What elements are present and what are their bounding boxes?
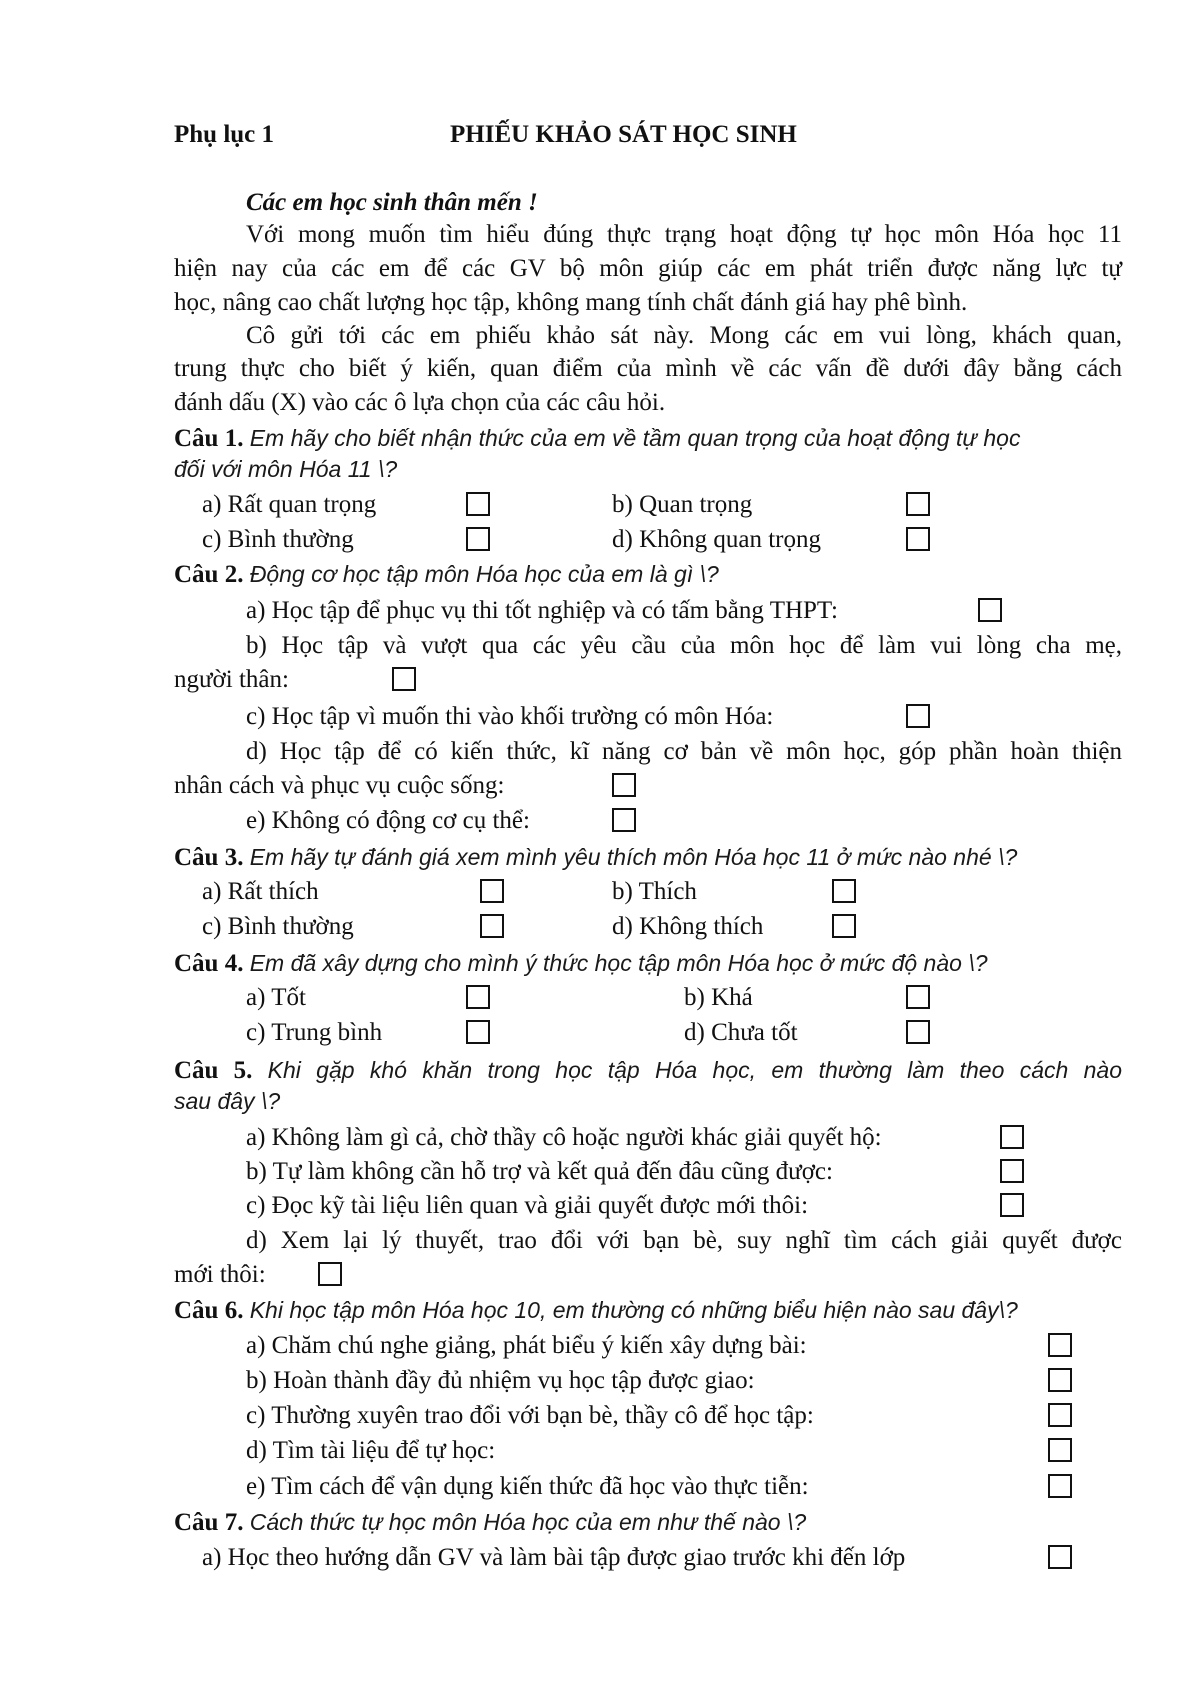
q1-option-b: b) Quan trọng — [612, 491, 753, 518]
q5-option-b: b) Tự làm không cần hỗ trợ và kết quả đến đâu cũng được: — [246, 1158, 833, 1185]
q2-option-d-line1: d) Học tập để có kiến thức, kĩ năng cơ bản về môn học, góp phần hoàn thiện — [246, 738, 1122, 765]
intro-p2-line3: đánh dấu (X) vào các ô lựa chọn của các câu hỏi. — [174, 389, 666, 416]
question-5-text-line2: sau đây \? — [174, 1088, 281, 1114]
question-4-text: Em đã xây dựng cho mình ý thức học tập môn Hóa học ở mức độ nào \? — [249, 950, 988, 976]
q4-checkbox-d[interactable] — [906, 1020, 930, 1044]
q3-checkbox-b[interactable] — [832, 879, 856, 903]
appendix-label: Phụ lục 1 — [174, 121, 275, 148]
q6-checkbox-b[interactable] — [1048, 1368, 1072, 1392]
q1-checkbox-c[interactable] — [466, 527, 490, 551]
q5-option-d-line2: mới thôi: — [174, 1261, 266, 1288]
q5-checkbox-a[interactable] — [1000, 1125, 1024, 1149]
q3-option-a: a) Rất thích — [202, 878, 319, 905]
q5-checkbox-c[interactable] — [1000, 1193, 1024, 1217]
q2-option-e: e) Không có động cơ cụ thể: — [246, 807, 530, 834]
q6-checkbox-a[interactable] — [1048, 1333, 1072, 1357]
greeting: Các em học sinh thân mến ! — [246, 189, 538, 216]
question-5 — [174, 1058, 1122, 1083]
q4-option-c: c) Trung bình — [246, 1019, 383, 1046]
q2-checkbox-c[interactable] — [906, 704, 930, 728]
question-6-text: Khi học tập môn Hóa học 10, em thường có những biểu hiện nào sau đây\? — [249, 1297, 1018, 1323]
q2-checkbox-d[interactable] — [612, 773, 636, 797]
q1-checkbox-a[interactable] — [466, 492, 490, 516]
question-1 — [174, 426, 1020, 451]
q5-option-d-line1: d) Xem lại lý thuyết, trao đổi với bạn bè, suy nghĩ tìm cách giải quyết được — [246, 1227, 1122, 1254]
q4-checkbox-a[interactable] — [466, 985, 490, 1009]
q3-checkbox-a[interactable] — [480, 879, 504, 903]
question-3 — [174, 845, 1017, 870]
question-5-text-line1: Khi gặp khó khăn trong học tập Hóa học, em thường làm theo cách nào — [267, 1057, 1122, 1083]
intro-p2-line2: trung thực cho biết ý kiến, quan điểm của mình về các vấn đề dưới đây bằng cách — [174, 355, 1122, 382]
q3-checkbox-d[interactable] — [832, 914, 856, 938]
question-3-text: Em hãy tự đánh giá xem mình yêu thích môn Hóa học 11 ở mức nào nhé \? — [249, 844, 1018, 870]
q1-option-d: d) Không quan trọng — [612, 526, 821, 553]
intro-p1-line1: Với mong muốn tìm hiểu đúng thực trạng hoạt động tự học môn Hóa học 11 — [246, 221, 1122, 248]
question-1-text-line2: đối với môn Hóa 11 \? — [174, 456, 398, 482]
q5-checkbox-d[interactable] — [318, 1262, 342, 1286]
question-2-label: Câu 2. — [174, 561, 244, 588]
q2-option-d-line2: nhân cách và phục vụ cuộc sống: — [174, 772, 505, 799]
q4-option-a: a) Tốt — [246, 984, 306, 1011]
q2-option-a: a) Học tập để phục vụ thi tốt nghiệp và có tấm bằng THPT: — [246, 597, 838, 624]
q6-checkbox-e[interactable] — [1048, 1474, 1072, 1498]
q3-option-b: b) Thích — [612, 878, 697, 905]
q2-option-c: c) Học tập vì muốn thi vào khối trường có môn Hóa: — [246, 703, 774, 730]
question-4-label: Câu 4. — [174, 950, 244, 977]
q3-option-d: d) Không thích — [612, 913, 764, 940]
intro-p2-line1: Cô gửi tới các em phiếu khảo sát này. Mong các em vui lòng, khách quan, — [246, 322, 1122, 349]
q3-checkbox-c[interactable] — [480, 914, 504, 938]
q3-option-c: c) Bình thường — [202, 913, 354, 940]
question-6 — [174, 1298, 1018, 1323]
question-2 — [174, 562, 719, 587]
q4-option-d: d) Chưa tốt — [684, 1019, 798, 1046]
question-7 — [174, 1510, 806, 1535]
q1-checkbox-b[interactable] — [906, 492, 930, 516]
intro-p1-line3: học, nâng cao chất lượng học tập, không mang tính chất đánh giá hay phê bình. — [174, 289, 968, 316]
q1-checkbox-d[interactable] — [906, 527, 930, 551]
question-7-text: Cách thức tự học môn Hóa học của em như thế nào \? — [249, 1509, 807, 1535]
q4-option-b: b) Khá — [684, 984, 753, 1011]
q4-checkbox-c[interactable] — [466, 1020, 490, 1044]
question-2-text: Động cơ học tập môn Hóa học của em là gì \? — [249, 561, 719, 587]
q7-option-a: a) Học theo hướng dẫn GV và làm bài tập được giao trước khi đến lớp — [202, 1544, 906, 1571]
q6-checkbox-c[interactable] — [1048, 1403, 1072, 1427]
q2-checkbox-a[interactable] — [978, 598, 1002, 622]
q6-checkbox-d[interactable] — [1048, 1438, 1072, 1462]
question-4 — [174, 951, 988, 976]
q6-option-b: b) Hoàn thành đầy đủ nhiệm vụ học tập được giao: — [246, 1367, 755, 1394]
q5-option-a: a) Không làm gì cả, chờ thầy cô hoặc người khác giải quyết hộ: — [246, 1124, 882, 1151]
q1-option-a: a) Rất quan trọng — [202, 491, 377, 518]
q2-checkbox-e[interactable] — [612, 808, 636, 832]
q6-option-d: d) Tìm tài liệu để tự học: — [246, 1437, 496, 1464]
q6-option-c: c) Thường xuyên trao đổi với bạn bè, thầy cô để học tập: — [246, 1402, 814, 1429]
q2-checkbox-b[interactable] — [392, 667, 416, 691]
question-1-label: Câu 1. — [174, 425, 244, 452]
q4-checkbox-b[interactable] — [906, 985, 930, 1009]
q7-checkbox-a[interactable] — [1048, 1545, 1072, 1569]
intro-p1-line2: hiện nay của các em để các GV bộ môn giúp các em phát triển được năng lực tự — [174, 255, 1122, 282]
q1-option-c: c) Bình thường — [202, 526, 354, 553]
q5-checkbox-b[interactable] — [1000, 1159, 1024, 1183]
question-5-label: Câu 5. — [174, 1057, 253, 1084]
q2-option-b-line2: người thân: — [174, 666, 289, 693]
q6-option-a: a) Chăm chú nghe giảng, phát biểu ý kiến xây dựng bài: — [246, 1332, 807, 1359]
q2-option-b-line1: b) Học tập và vượt qua các yêu cầu của môn học để làm vui lòng cha mẹ, — [246, 632, 1122, 659]
page-title: PHIẾU KHẢO SÁT HỌC SINH — [450, 121, 797, 148]
q6-option-e: e) Tìm cách để vận dụng kiến thức đã học vào thực tiễn: — [246, 1473, 809, 1500]
question-6-label: Câu 6. — [174, 1297, 244, 1324]
question-7-label: Câu 7. — [174, 1509, 244, 1536]
question-3-label: Câu 3. — [174, 844, 244, 871]
question-1-text-line1: Em hãy cho biết nhận thức của em về tầm quan trọng của hoạt động tự học — [249, 425, 1021, 451]
q5-option-c: c) Đọc kỹ tài liệu liên quan và giải quyết được mới thôi: — [246, 1192, 809, 1219]
